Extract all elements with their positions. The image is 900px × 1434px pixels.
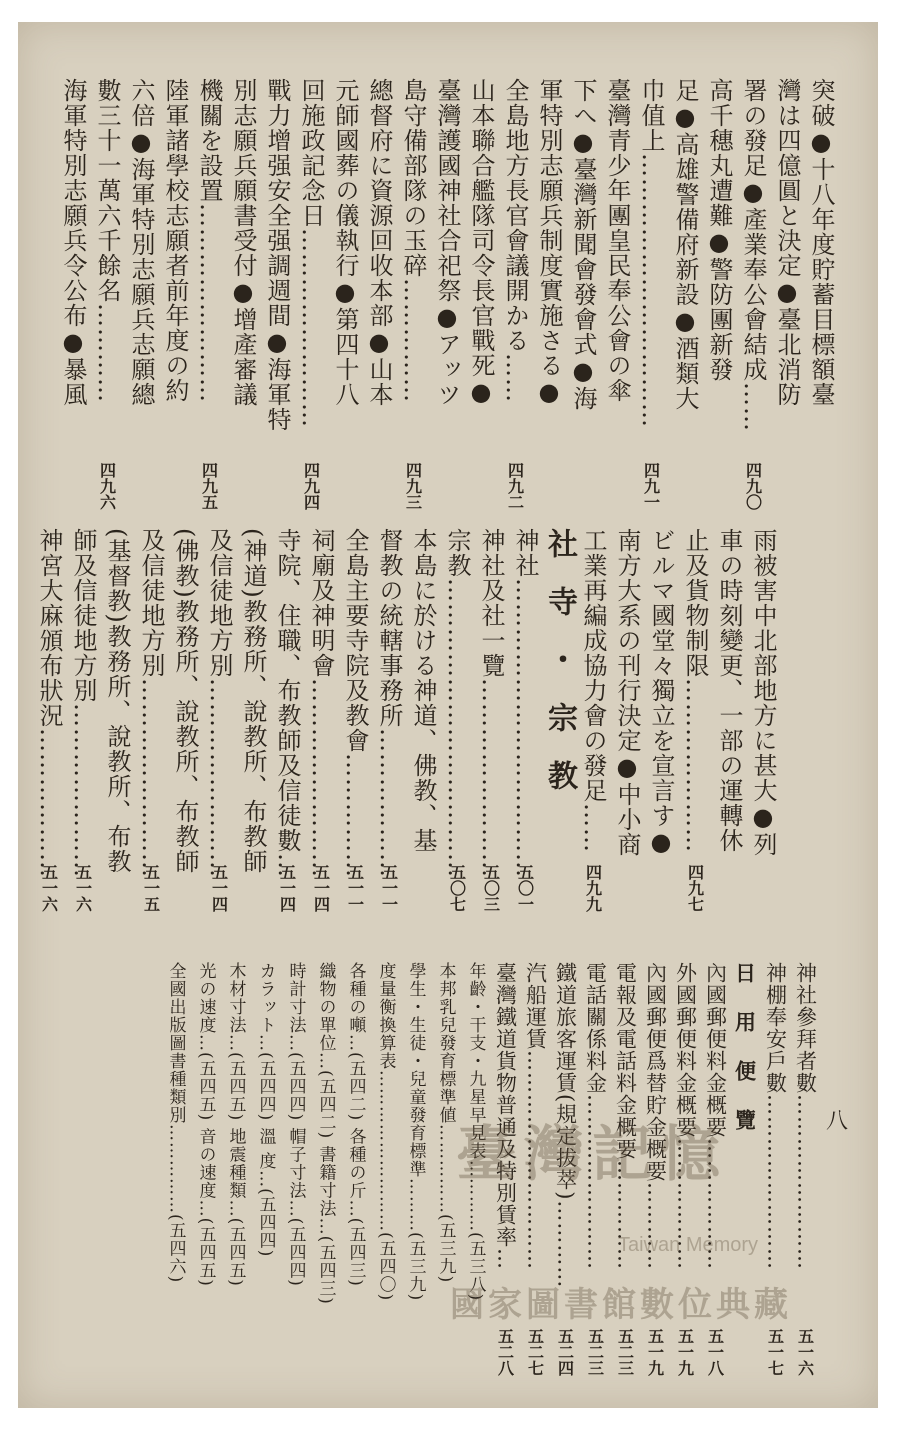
toc-entry bbox=[310, 962, 340, 1376]
toc-page-number: 五〇三 bbox=[481, 864, 501, 912]
toc-page-number: 五一九 bbox=[645, 1328, 665, 1376]
toc-entry bbox=[202, 528, 236, 912]
toc-entry-text: 神棚奉安戶數…………………… bbox=[763, 962, 788, 1270]
toc-entry-text: 寺院、住職、布教師及信徒數… bbox=[273, 528, 301, 878]
toc-entry-text: 各種の噸…(五四二) 各種の斤…(五四三) bbox=[345, 962, 366, 1287]
toc-entry-text: 時計寸法…(五四四) 帽子寸法…(五四四) bbox=[285, 962, 306, 1287]
toc-entry bbox=[464, 78, 498, 510]
toc-entry-text: 元師國葬の儀執行●第四十八 bbox=[331, 78, 359, 407]
toc-entry-text: 工業再編成協力會の發足…… bbox=[579, 528, 607, 853]
toc-entry-text: 度量衡換算表………………………(五四〇) bbox=[375, 962, 396, 1302]
toc-entry bbox=[66, 528, 100, 912]
toc-entry-text: 高千穗丸遭難●警防團新發 bbox=[705, 78, 733, 382]
toc-entry-text: 軍特別志願兵制度實施さる● bbox=[535, 78, 563, 407]
toc-entry bbox=[192, 78, 226, 510]
toc-page-number: 五一七 bbox=[765, 1328, 785, 1376]
toc-page-number: 五一六 bbox=[795, 1328, 815, 1376]
toc-entry bbox=[158, 78, 192, 510]
toc-entry-text: 六倍●海軍特別志願兵志願總 bbox=[127, 78, 155, 407]
toc-entry-text: 陸軍諸學校志願者前年度の約 bbox=[161, 78, 189, 403]
watermark-english: Taiwan Memory bbox=[618, 1234, 759, 1256]
toc-entry bbox=[668, 78, 702, 510]
toc-entry bbox=[134, 528, 168, 912]
toc-entry-text: 本邦乳兒發育標準値……………(五三九) bbox=[435, 962, 456, 1284]
toc-entry bbox=[400, 962, 430, 1376]
toc-entry-text: 神社……………………………… bbox=[511, 528, 539, 878]
toc-page-number: 五一八 bbox=[705, 1328, 725, 1376]
toc-entry bbox=[746, 528, 780, 912]
toc-entry-text: 內國郵便料金概要……………… bbox=[703, 962, 728, 1270]
toc-entry bbox=[220, 962, 250, 1376]
toc-entry bbox=[430, 78, 464, 510]
toc-page-number: 五二七 bbox=[525, 1328, 545, 1376]
toc-entry-text: 全國出版圖書種類別……………(五四六) bbox=[165, 962, 186, 1284]
toc-page-number: 五一五 bbox=[141, 864, 161, 912]
toc-entry-text: 鐵道旅客運賃(規定拔萃)………… bbox=[553, 962, 578, 1289]
toc-page-number: 四九九 bbox=[583, 864, 603, 912]
toc-entry bbox=[440, 528, 474, 912]
toc-entry bbox=[226, 78, 260, 510]
toc-entry bbox=[736, 78, 770, 510]
toc-section-shrines-religion bbox=[32, 528, 780, 912]
watermark-library: 國家圖書館數位典藏 bbox=[450, 1285, 792, 1325]
toc-entry bbox=[804, 78, 838, 510]
toc-page-number: 五一四 bbox=[209, 864, 229, 912]
toc-entry-text: 總督府に資源回收本部●山本 bbox=[365, 78, 393, 407]
toc-entry bbox=[372, 528, 406, 912]
toc-entry-text: 神宮大麻頒布狀況……………… bbox=[35, 528, 63, 878]
toc-entry-text: 署の發足●產業奉公會結成…… bbox=[739, 78, 767, 432]
toc-entry-text: 外國郵便料金概要……………… bbox=[673, 962, 698, 1270]
toc-entry-text: 足●高雄警備府新設●酒類大 bbox=[671, 78, 699, 411]
toc-entry-text: 臺灣鐵道貨物普通及特別賃率… bbox=[493, 962, 518, 1270]
toc-entry-text: 突破●十八年度貯蓄目標額臺 bbox=[807, 78, 835, 407]
toc-entry bbox=[338, 528, 372, 912]
toc-entry bbox=[770, 78, 804, 510]
toc-entry-text: 本島に於ける神道、佛教、基 bbox=[409, 528, 437, 853]
toc-entry-text: ビルマ國堂々獨立を宣言す● bbox=[647, 528, 675, 857]
toc-entry bbox=[712, 528, 746, 912]
toc-entry-text: 神社參拜者數…………………… bbox=[793, 962, 818, 1270]
toc-entry-text: 臺灣護國神社合祀祭●アッツ bbox=[433, 78, 461, 407]
toc-page-number: 四九七 bbox=[685, 864, 705, 912]
toc-page-number: 四九六 bbox=[97, 462, 117, 510]
toc-entry bbox=[56, 78, 90, 510]
toc-page-number: 五一九 bbox=[675, 1328, 695, 1376]
toc-page-number: 五二八 bbox=[495, 1328, 515, 1376]
toc-entry-text: 回施政記念日…………………… bbox=[297, 78, 325, 428]
toc-entry-text: 車の時刻變更、一部の運轉休 bbox=[715, 528, 743, 853]
toc-entry-text: 汽船運賃………………………… bbox=[523, 962, 548, 1270]
toc-page-number: 四九五 bbox=[199, 462, 219, 510]
toc-entry bbox=[370, 962, 400, 1376]
toc-entry bbox=[576, 528, 610, 912]
toc-entry-text: 雨被害中北部地方に甚大●列 bbox=[749, 528, 777, 857]
toc-entry bbox=[270, 528, 304, 912]
toc-entry-text: 全島地方長官會議開かる…… bbox=[501, 78, 529, 403]
toc-entry-text: 島守備部隊の玉碎…………… bbox=[399, 78, 427, 403]
toc-page-number: 四九四 bbox=[301, 462, 321, 510]
toc-page-number: 五〇七 bbox=[447, 864, 467, 912]
toc-entry bbox=[160, 962, 190, 1376]
toc-page-number: 五二四 bbox=[555, 1328, 575, 1376]
toc-entry bbox=[362, 78, 396, 510]
toc-entry bbox=[532, 78, 566, 510]
toc-entry bbox=[508, 528, 542, 912]
toc-entry bbox=[474, 528, 508, 912]
toc-entry-text: 學生・生徒・兒童發育標準………(五三九) bbox=[405, 962, 426, 1302]
toc-entry-text: 光の速度…(五四五) 音の速度…(五四五) bbox=[195, 962, 216, 1287]
toc-entry bbox=[678, 528, 712, 912]
toc-page-number: 五一四 bbox=[277, 864, 297, 912]
toc-entry-text: 木材寸法…(五四五) 地震種類…(五四五) bbox=[225, 962, 246, 1287]
toc-entry bbox=[790, 962, 820, 1376]
toc-entry-text: 海軍特別志願兵令公布●暴風 bbox=[59, 78, 87, 407]
toc-entry bbox=[124, 78, 158, 510]
toc-entry bbox=[190, 962, 220, 1376]
toc-entry-text: カラット…(五四四) 溫 度…(五四四) bbox=[255, 962, 276, 1258]
toc-entry-text: 宗教……………………………… bbox=[443, 528, 471, 878]
toc-entry-text: 止及貨物制限………………… bbox=[681, 528, 709, 853]
toc-entry-text: 南方大系の刊行決定●中小商 bbox=[613, 528, 641, 857]
toc-entry-text: 電話關係料金…………………… bbox=[583, 962, 608, 1270]
toc-entry-text: 及信徒地方別…………………… bbox=[137, 528, 165, 878]
toc-entry bbox=[32, 528, 66, 912]
toc-entry bbox=[280, 962, 310, 1376]
toc-page-number: 四九三 bbox=[403, 462, 423, 510]
toc-entry-text: 祠廟及神明會…………………… bbox=[307, 528, 335, 878]
toc-entry-text: 數三十一萬六千餘名………… bbox=[93, 78, 121, 403]
toc-entry bbox=[236, 528, 270, 912]
toc-entry-text: 臺灣青少年團皇民奉公會の傘 bbox=[603, 78, 631, 403]
toc-entry bbox=[498, 78, 532, 510]
toc-entry bbox=[90, 78, 124, 510]
watermark-chars: 臺灣記憶 bbox=[456, 1120, 728, 1190]
toc-page-number: 五一六 bbox=[39, 864, 59, 912]
toc-page-number: 五一四 bbox=[311, 864, 331, 912]
toc-entry-text: 師及信徒地方別………………… bbox=[69, 528, 97, 878]
toc-entry bbox=[260, 78, 294, 510]
toc-entry bbox=[610, 528, 644, 912]
toc-entry bbox=[100, 528, 134, 912]
toc-entry-text: 下へ●臺灣新聞會發會式●海 bbox=[569, 78, 597, 411]
toc-entry-text: 別志願兵願書受付●增產審議 bbox=[229, 78, 257, 407]
toc-page-number: 四九二 bbox=[505, 462, 525, 510]
toc-entry bbox=[406, 528, 440, 912]
book-page bbox=[18, 22, 878, 1408]
toc-entry-text: 機關を設置…………………… bbox=[195, 78, 223, 403]
toc-entry-text: (佛教)教務所、說教所、布教師 bbox=[171, 528, 199, 874]
section-heading-text: 日用便覽 bbox=[732, 962, 758, 1158]
toc-entry-text: 電報及電話料金概要…………… bbox=[613, 962, 638, 1270]
toc-entry-text: 及信徒地方別…………………… bbox=[205, 528, 233, 878]
toc-page-number: 五一一 bbox=[345, 864, 365, 912]
toc-page-number: 五二三 bbox=[585, 1328, 605, 1376]
toc-entry-text: 內國郵便爲替貯金概要………… bbox=[643, 962, 668, 1270]
toc-entry-text: 全島主要寺院及教會…………… bbox=[341, 528, 369, 878]
toc-entry bbox=[702, 78, 736, 510]
toc-entry-text: 督教の統轄事務所……………… bbox=[375, 528, 403, 878]
toc-entry-text: 灣は四億圓と決定●臺北消防 bbox=[773, 78, 801, 407]
toc-page-number: 四九〇 bbox=[743, 462, 763, 510]
toc-section-events bbox=[56, 78, 838, 510]
toc-entry bbox=[566, 78, 600, 510]
toc-entry-text: 山本聯合艦隊司令長官戰死● bbox=[467, 78, 495, 407]
toc-entry bbox=[328, 78, 362, 510]
toc-page-number: 五一六 bbox=[73, 864, 93, 912]
toc-entry bbox=[634, 78, 668, 510]
toc-entry-text: 神社及社一覽…………………… bbox=[477, 528, 505, 878]
toc-entry-text: (神道)教務所、說教所、布教師 bbox=[239, 528, 267, 874]
toc-entry-text: 織物の單位…(五四二) 書籍寸法…(五四三) bbox=[315, 962, 336, 1305]
toc-page-number: 五〇一 bbox=[515, 864, 535, 912]
toc-entry bbox=[304, 528, 338, 912]
toc-entry-text: 戰力增强安全强調週間●海軍特 bbox=[263, 78, 291, 432]
toc-page-number: 四九一 bbox=[641, 462, 661, 510]
toc-entry-text: (基督教)教務所、說教所、布教 bbox=[103, 528, 131, 874]
toc-entry bbox=[168, 528, 202, 912]
toc-entry-text: 巾值上…………………………… bbox=[637, 78, 665, 428]
toc-page-number: 五一一 bbox=[379, 864, 399, 912]
toc-entry bbox=[396, 78, 430, 510]
section-heading bbox=[542, 528, 576, 912]
toc-entry bbox=[644, 528, 678, 912]
toc-entry bbox=[294, 78, 328, 510]
toc-page-number: 五二三 bbox=[615, 1328, 635, 1376]
section-heading-text: 社寺・宗教 bbox=[542, 528, 577, 818]
page-number: 八 bbox=[825, 1109, 848, 1134]
toc-entry bbox=[600, 78, 634, 510]
toc-entry-text: 年齡・干支・九星早見表…………(五三八) bbox=[465, 962, 486, 1302]
toc-entry bbox=[340, 962, 370, 1376]
toc-entry bbox=[250, 962, 280, 1376]
